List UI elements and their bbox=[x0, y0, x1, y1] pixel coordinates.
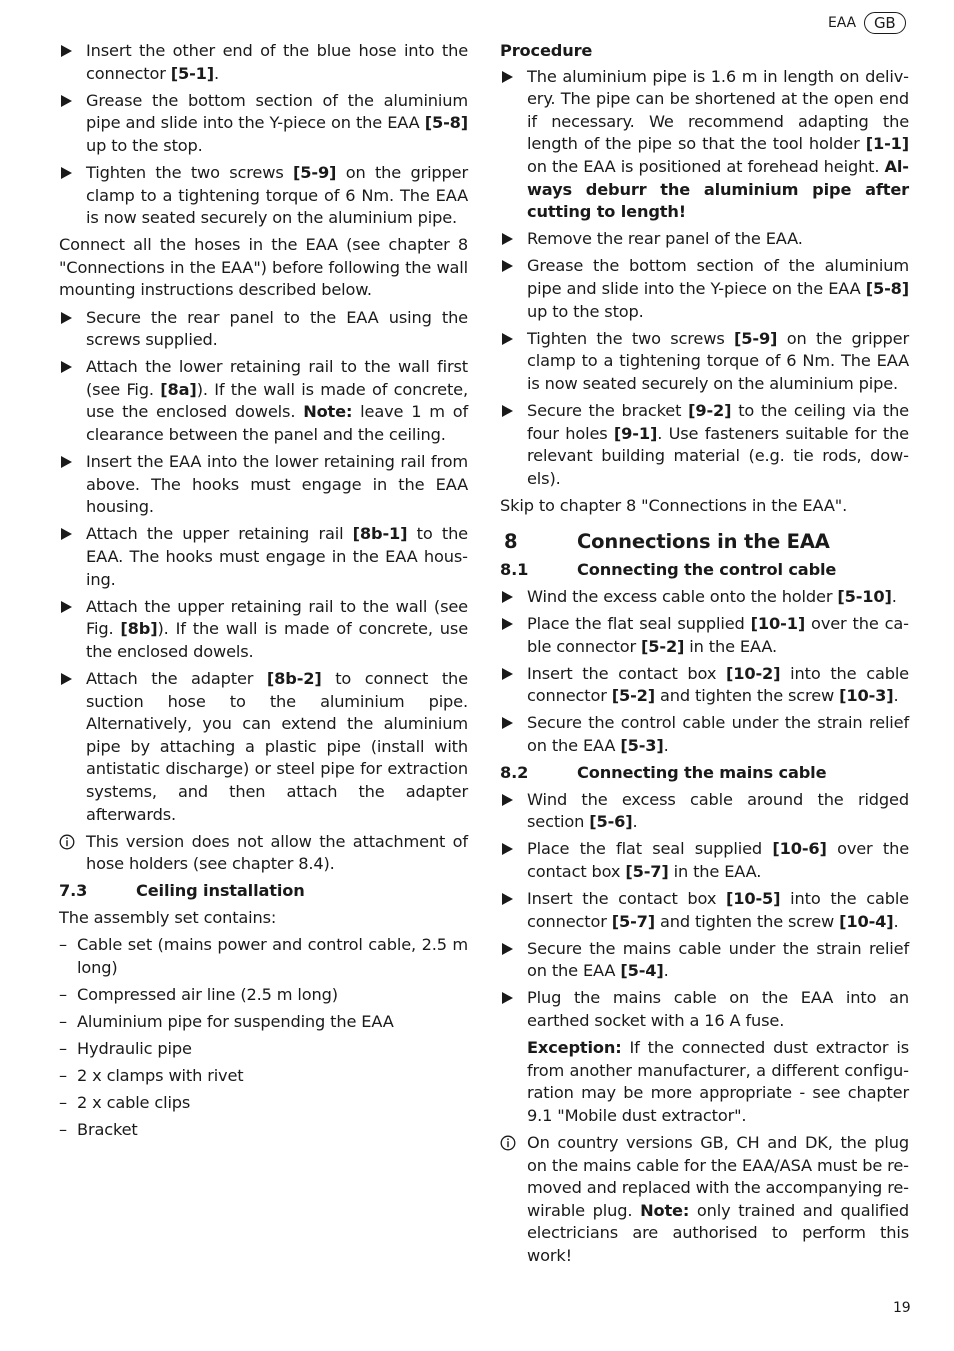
section-8-2-heading bbox=[500, 762, 909, 785]
bold-reference: [8b-1] bbox=[352, 524, 408, 544]
item-text: Secure the mains cable under the strain relief on the EAA [5-4]. bbox=[527, 938, 909, 981]
info-icon bbox=[500, 1135, 516, 1151]
item-text: Insert the other end of the blue hose into the connector [5-1]. bbox=[86, 41, 468, 83]
item-text: Insert the EAA into the lower retaining rail from above. The hooks must engage in the EAA housing. bbox=[86, 452, 468, 517]
step-item bbox=[59, 596, 468, 664]
section-7-3-heading bbox=[59, 880, 468, 903]
step-item bbox=[500, 938, 909, 983]
step-item bbox=[500, 838, 909, 883]
item-text: Insert the contact box [10-5] into the cable connector [5-7] and tighten the screw [10-4]. bbox=[527, 889, 909, 931]
dash-bullet-icon: – bbox=[59, 934, 67, 954]
info-note-plug bbox=[500, 1132, 909, 1268]
item-text: 2 x clamps with rivet bbox=[77, 1065, 244, 1085]
dash-bullet-icon: – bbox=[59, 1093, 67, 1113]
dash-bullet-icon: – bbox=[59, 1065, 67, 1085]
step-item bbox=[500, 712, 909, 757]
bold-reference: [5-6] bbox=[589, 812, 633, 832]
item-text: Tighten the two screws [5-9] on the gripper clamp to a tightening torque of 6 Nm. The EAA is now seated securely on the aluminium pipe. bbox=[86, 162, 468, 228]
page-number: 19 bbox=[893, 1300, 911, 1316]
bold-reference: Exception: bbox=[527, 1038, 622, 1058]
triangle-bullet-icon bbox=[61, 312, 72, 324]
triangle-bullet-icon bbox=[502, 233, 513, 245]
step-item bbox=[500, 328, 909, 396]
wall-mount-steps-a bbox=[59, 40, 468, 230]
step-item bbox=[59, 307, 468, 352]
triangle-bullet-icon bbox=[502, 71, 513, 83]
triangle-bullet-icon bbox=[502, 992, 513, 1004]
bold-reference: Note: bbox=[640, 1200, 690, 1220]
list-item bbox=[59, 1119, 468, 1142]
bold-reference: [5-8] bbox=[424, 113, 468, 133]
triangle-bullet-icon bbox=[502, 405, 513, 417]
left-column bbox=[59, 40, 468, 1146]
item-text: Remove the rear panel of the EAA. bbox=[527, 229, 803, 249]
triangle-bullet-icon bbox=[502, 668, 513, 680]
bold-reference: [9-1] bbox=[613, 423, 658, 443]
item-text: Place the flat seal supplied [10-6] over the contact box [5-7] in the EAA. bbox=[527, 839, 909, 881]
bold-reference: [5-8] bbox=[865, 278, 909, 298]
dash-bullet-icon: – bbox=[59, 1011, 67, 1031]
step-item bbox=[59, 668, 468, 826]
step-item bbox=[500, 789, 909, 834]
triangle-bullet-icon bbox=[502, 260, 513, 272]
control-cable-steps bbox=[500, 586, 909, 758]
triangle-bullet-icon bbox=[502, 333, 513, 345]
triangle-bullet-icon bbox=[502, 591, 513, 603]
triangle-bullet-icon bbox=[61, 45, 72, 57]
bold-reference: [8b] bbox=[120, 619, 158, 639]
connect-hoses-note: Connect all the hoses in the EAA (see chapter 8 "Connections in the EAA") before following the wall mounting instructions described below. bbox=[59, 235, 468, 300]
item-text: Attach the adapter [8b-2] to connect the suction hose to the aluminium pipe. Alternatively, you can extend the aluminium pipe by attaching a plastic pipe (install with antistatic discharge) or steel pipe for extraction systems, and then attach the adapter afterwards. bbox=[86, 668, 468, 824]
item-text: Grease the bottom section of the aluminium pipe and slide into the Y-piece on the EAA [5-8] up to the stop. bbox=[527, 256, 909, 321]
bold-reference: [8a] bbox=[160, 379, 197, 399]
triangle-bullet-icon bbox=[502, 893, 513, 905]
section-title: Connecting the mains cable bbox=[577, 763, 827, 783]
bold-reference: Note: bbox=[303, 402, 353, 422]
list-item bbox=[59, 934, 468, 979]
info-note-hose-holders bbox=[59, 831, 468, 876]
item-text: Plug the mains cable on the EAA into an earthed socket with a 16 A fuse. bbox=[527, 988, 909, 1031]
triangle-bullet-icon bbox=[61, 95, 72, 107]
triangle-bullet-icon bbox=[502, 943, 513, 955]
mains-cable-steps bbox=[500, 789, 909, 1033]
language-badge: GB bbox=[864, 12, 906, 34]
bold-reference: [5-9] bbox=[293, 162, 337, 182]
step-item bbox=[500, 586, 909, 609]
chapter-title: Connections in the EAA bbox=[577, 530, 830, 554]
item-text: Grease the bottom section of the aluminium pipe and slide into the Y-piece on the EAA [5-8] up to the stop. bbox=[86, 90, 468, 155]
assembly-list bbox=[59, 934, 468, 1142]
section-8-1-heading bbox=[500, 559, 909, 582]
step-item bbox=[500, 663, 909, 708]
triangle-bullet-icon bbox=[502, 794, 513, 806]
item-text: Secure the rear panel to the EAA using the screws supplied. bbox=[86, 307, 468, 350]
dash-bullet-icon: – bbox=[59, 984, 67, 1004]
assembly-intro: The assembly set contains: bbox=[59, 907, 277, 927]
bold-reference: [5-7] bbox=[611, 911, 656, 931]
wall-mount-steps-b bbox=[59, 307, 468, 827]
list-item bbox=[59, 1011, 468, 1034]
triangle-bullet-icon bbox=[61, 361, 72, 373]
right-column bbox=[500, 40, 909, 1272]
item-text: Cable set (mains power and control cable, 2.5 m long) bbox=[77, 934, 468, 977]
product-name: EAA bbox=[828, 15, 856, 31]
item-text: Wind the excess cable onto the holder [5-10]. bbox=[527, 586, 897, 606]
step-item bbox=[59, 40, 468, 85]
bold-reference: [1-1] bbox=[865, 134, 909, 154]
section-title: Connecting the control cable bbox=[577, 560, 837, 580]
bold-reference: [10-1] bbox=[750, 614, 806, 634]
bold-reference: [5-4] bbox=[620, 961, 664, 981]
item-text: Place the flat seal supplied [10-1] over the cable connector [5-2] in the EAA. bbox=[527, 614, 910, 656]
bold-reference: [5-3] bbox=[620, 736, 664, 756]
dash-bullet-icon: – bbox=[59, 1038, 67, 1058]
chapter-number: 8 bbox=[504, 530, 518, 554]
section-number: 8.2 bbox=[500, 763, 529, 783]
bold-reference: [5-10] bbox=[837, 586, 892, 606]
bold-reference: [10-5] bbox=[726, 889, 781, 909]
dash-bullet-icon: – bbox=[59, 1120, 67, 1140]
step-item bbox=[500, 400, 909, 490]
bold-reference: [8b-2] bbox=[266, 668, 322, 688]
triangle-bullet-icon bbox=[502, 618, 513, 630]
bold-reference: [5-2] bbox=[611, 686, 656, 706]
list-item bbox=[59, 984, 468, 1007]
bold-reference: [10-4] bbox=[839, 911, 894, 931]
chapter-8-heading bbox=[504, 529, 909, 555]
step-item bbox=[500, 987, 909, 1032]
step-item bbox=[59, 451, 468, 519]
item-text: Insert the contact box [10-2] into the cable connector [5-2] and tighten the screw [10-3]. bbox=[527, 663, 909, 706]
section-title: Ceiling installation bbox=[136, 881, 305, 901]
bold-reference: [10-6] bbox=[772, 839, 827, 859]
section-number: 8.1 bbox=[500, 560, 529, 580]
item-text: 2 x cable clips bbox=[77, 1093, 191, 1113]
bold-reference: Always deburr the aluminium pipe after cutting to length! bbox=[527, 156, 909, 222]
bold-reference: [10-2] bbox=[726, 663, 781, 683]
item-text: Attach the upper retaining rail to the wall (see Fig. [8b]). If the wall is made of concrete, use the enclosed dowels. bbox=[86, 596, 468, 661]
triangle-bullet-icon bbox=[502, 717, 513, 729]
item-text: Tighten the two screws [5-9] on the gripper clamp to a tightening torque of 6 Nm. The EAA is now seated securely on the aluminium pipe. bbox=[527, 328, 909, 393]
page-header bbox=[828, 12, 906, 35]
item-text: Secure the control cable under the strain relief on the EAA [5-3]. bbox=[527, 713, 909, 756]
triangle-bullet-icon bbox=[61, 601, 72, 613]
item-text: Hydraulic pipe bbox=[77, 1038, 192, 1058]
exception-paragraph: Exception: If the connected dust extractor is from another manufacturer, a different configuration may be more appropriate - see chapter 9.1 "Mobile dust extractor". bbox=[527, 1038, 909, 1125]
procedure-heading: Procedure bbox=[500, 41, 593, 60]
info-note-text: On country versions GB, CH and DK, the plug on the mains cable for the EAA/ASA must be removed and replaced with the accompanying rewirable plug. Note: only trained and qualified electricians are authorised to perform this work! bbox=[527, 1133, 909, 1265]
bold-reference: [9-2] bbox=[688, 400, 732, 420]
triangle-bullet-icon bbox=[502, 843, 513, 855]
item-text: The aluminium pipe is 1.6 m in length on delivery. The pipe can be shortened at the open end if necessary. We recommend adapting the length of the pipe so that the tool holder [1-1] on the EAA is positioned at forehead height. Always deburr the aluminium pipe after cutting to length! bbox=[527, 66, 909, 222]
item-text: Aluminium pipe for suspending the EAA bbox=[77, 1011, 394, 1031]
item-text: Attach the upper retaining rail [8b-1] to the EAA. The hooks must engage in the EAA housing. bbox=[86, 524, 468, 589]
list-item bbox=[59, 1038, 468, 1061]
step-item bbox=[500, 255, 909, 323]
step-item bbox=[500, 888, 909, 933]
skip-note: Skip to chapter 8 "Connections in the EAA". bbox=[500, 495, 848, 515]
bold-reference: [10-3] bbox=[839, 686, 894, 706]
triangle-bullet-icon bbox=[61, 673, 72, 685]
step-item bbox=[59, 90, 468, 158]
procedure-steps bbox=[500, 66, 909, 491]
list-item bbox=[59, 1065, 468, 1088]
item-text: Bracket bbox=[77, 1120, 138, 1140]
bold-reference: [5-2] bbox=[641, 636, 685, 656]
bold-reference: [5-1] bbox=[170, 63, 215, 83]
step-item bbox=[500, 228, 909, 251]
info-note-text: This version does not allow the attachment of hose holders (see chapter 8.4). bbox=[86, 831, 468, 874]
step-item bbox=[500, 613, 909, 658]
bold-reference: [5-9] bbox=[734, 328, 778, 348]
item-text: Secure the bracket [9-2] to the ceiling via the four holes [9-1]. Use fasteners suitable for the relevant building material (e.g. tie rods, dowels). bbox=[527, 400, 909, 488]
item-text: Compressed air line (2.5 m long) bbox=[77, 984, 338, 1004]
info-icon bbox=[59, 834, 75, 850]
bold-reference: [5-7] bbox=[625, 862, 669, 881]
triangle-bullet-icon bbox=[61, 528, 72, 540]
step-item bbox=[59, 356, 468, 446]
step-item bbox=[59, 162, 468, 230]
item-text: Attach the lower retaining rail to the wall first (see Fig. [8a]). If the wall is made of concrete, use the enclosed dowels. Note: leave 1 m of clearance between the panel and the ceiling. bbox=[86, 357, 468, 444]
section-number: 7.3 bbox=[59, 881, 88, 901]
list-item bbox=[59, 1092, 468, 1115]
step-item bbox=[500, 66, 909, 224]
step-item bbox=[59, 523, 468, 591]
triangle-bullet-icon bbox=[61, 167, 72, 179]
item-text: Wind the excess cable around the ridged section [5-6]. bbox=[527, 789, 909, 832]
triangle-bullet-icon bbox=[61, 456, 72, 468]
